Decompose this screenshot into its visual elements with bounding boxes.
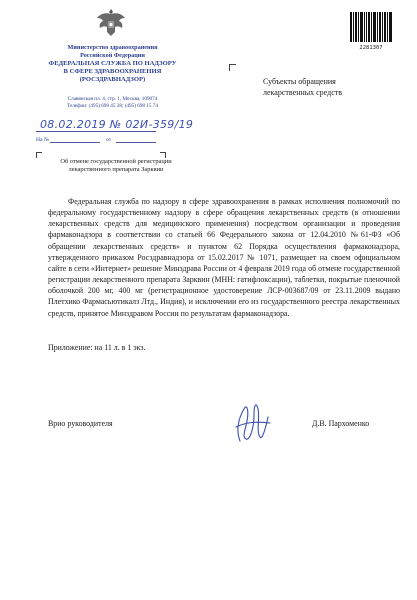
attachment-note: Приложение: на 11 л. в 1 экз.: [48, 343, 146, 352]
registration-underline: [36, 131, 156, 132]
letter-subject: Об отмене государственной регистрации лекарственного препарата Зарквин: [60, 158, 172, 173]
recipient: Субъекты обращения лекарственных средств: [263, 77, 343, 97]
agency-line: (РОСЗДРАВНАДЗОР): [79, 76, 146, 84]
reference-number-label: На №: [36, 137, 50, 143]
barcode-icon: [350, 12, 392, 42]
reference-date-label: от: [106, 137, 112, 143]
subject-corner-left: [36, 152, 42, 158]
agency-line: ФЕДЕРАЛЬНАЯ СЛУЖБА ПО НАДЗОРУ: [48, 60, 177, 67]
agency-line: В СФЕРЕ ЗДРАВООХРАНЕНИЯ: [63, 68, 162, 76]
address-line: Славянская пл. 4, стр. 1, Москва, 109074: [67, 96, 158, 102]
ministry-line: Российской Федерации: [80, 51, 145, 59]
signatory-title: Врио руководителя: [48, 419, 113, 428]
registration-number: 08.02.2019 № 02И-359/19: [40, 118, 194, 131]
letter-body: Федеральная служба по надзору в сфере здравоохранения в рамках исполнения полномочий по федеральному государственному надзору в сфере обращения лекарственных средств (в отношении лекарственных средств для медицинского применения) посредством организации и проведения фармаконадзора в соответствии со статьей 66 Федерального закона от 12.04.2010 №61-ФЗ «Об обращении лекарственных средств» и пунктом 62 Порядка осуществления фармаконадзора, утвержденного приказом Росздравнадзора от 15.02.2017 № 1071, размещает на своем официальном сайте в сети «Интернет» решение Минздрава России от 4 февраля 2019 года об отмене государственной регистрации лекарственного препарата Зарквин (МНН: гатифлоксацин), таблетки, покрытые пленочной оболочкой 200 мг, 400 мг (регистрационное удостоверение ЛСР-003687/09 от 23.11.2009 выдано Плетхико Фармасьютикалз Лтд., Индия), и исключении его из государственного реестра лекарственных средств, принятое Минздравом России по результатам фармаконадзора.: [48, 197, 400, 318]
signatory-name: Д.В. Пархоменко: [312, 419, 370, 428]
ministry-line: Министерство здравоохранения: [67, 44, 158, 51]
phone-line: Телефон: (495) 698 45 38; (495) 698 15 74: [66, 103, 158, 109]
reference-number-line: [50, 142, 100, 143]
reference-date-line: [116, 142, 156, 143]
handwritten-signature: [232, 397, 272, 447]
barcode-number: 2281307: [359, 45, 383, 51]
agency-name: [35, 60, 190, 85]
recipient-corner: [229, 64, 236, 71]
ministry-name: [40, 44, 185, 59]
coat-of-arms-icon: [95, 6, 127, 40]
agency-address: [40, 96, 185, 110]
